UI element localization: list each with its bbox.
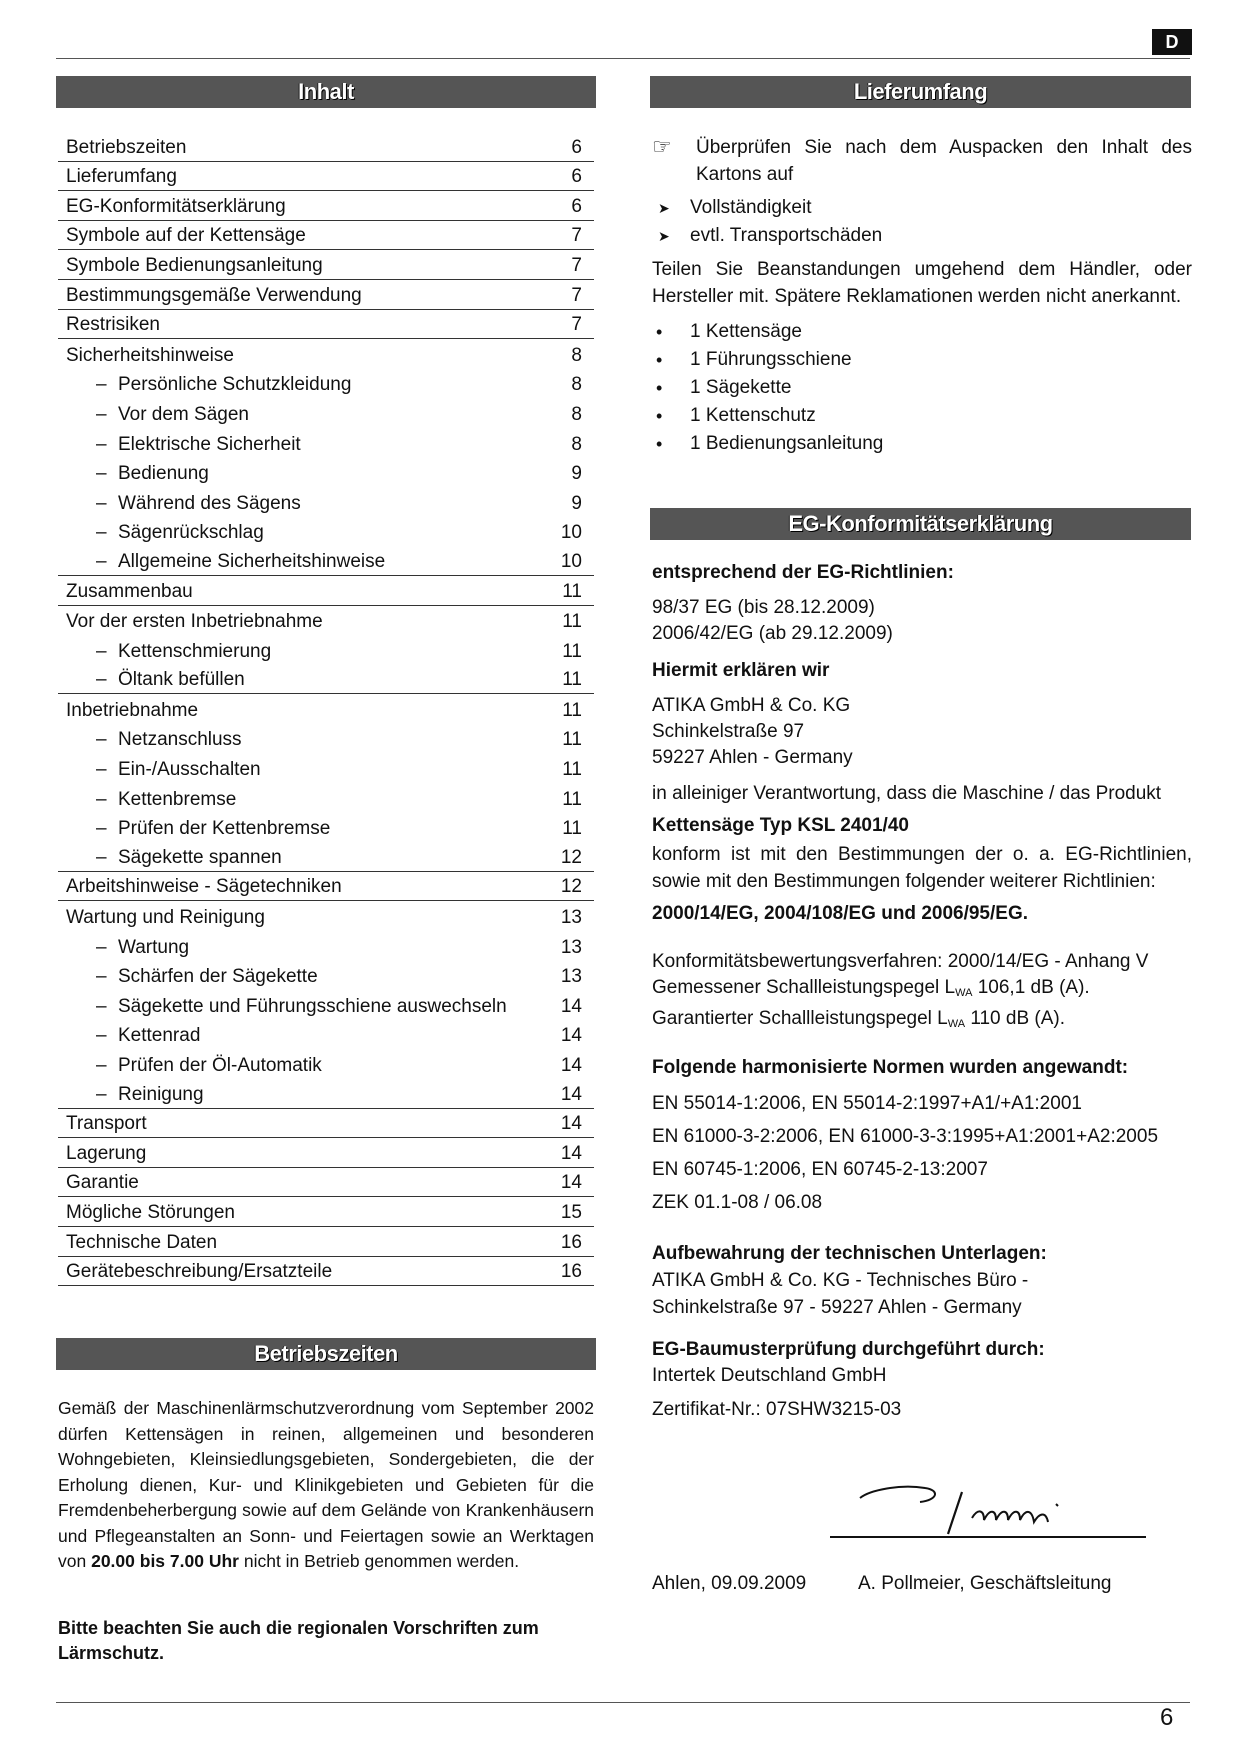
toc-entry-label: Technische Daten	[66, 1231, 218, 1253]
delivery-item: • 1 Führungsschiene	[656, 349, 852, 370]
company-city: 59227 Ahlen - Germany	[652, 747, 853, 768]
toc-entry-page: 9	[571, 492, 582, 514]
toc-entry-page: 11	[562, 699, 582, 721]
toc-entry-page: 7	[571, 254, 582, 276]
header-rule	[56, 58, 1190, 59]
toc-entry-page: 7	[571, 225, 582, 247]
toc-entry-label: Kettenschmierung	[118, 640, 272, 662]
toc-entry-label: Kettenrad	[118, 1025, 201, 1047]
toc-entry: – Prüfen der Kettenbremse 11	[96, 818, 582, 840]
toc-entry	[58, 310, 594, 340]
table-of-contents	[58, 132, 594, 1286]
toc-entry-label: Ein-/Ausschalten	[118, 759, 261, 781]
toc-entry-label: Allgemeine Sicherheitshinweise	[118, 550, 386, 572]
toc-entry-label: Wartung	[118, 936, 190, 958]
footer-rule	[56, 1702, 1190, 1703]
betriebszeiten-hours: 20.00 bis 7.00 Uhr	[91, 1551, 239, 1571]
arrow-icon: ➤	[658, 200, 670, 216]
toc-entry-label: Elektrische Sicherheit	[118, 433, 301, 455]
toc-entry-page: 13	[560, 907, 582, 929]
toc-entry-page: 15	[560, 1201, 582, 1223]
toc-entry: – Ein-/Ausschalten 11	[96, 759, 582, 781]
toc-entry	[58, 606, 594, 636]
toc-entry-label: Sägekette und Führungsschiene auswechseln	[118, 995, 507, 1017]
toc-entry-page: 14	[560, 995, 582, 1017]
toc-entry	[58, 1197, 594, 1227]
toc-entry-page: 14	[560, 1172, 582, 1194]
declare-heading: Hiermit erklären wir	[652, 660, 830, 681]
toc-entry-page: 16	[560, 1231, 582, 1253]
place-date: Ahlen, 09.09.2009	[652, 1573, 807, 1594]
toc-entry	[58, 191, 594, 221]
toc-entry	[58, 1138, 594, 1168]
toc-entry	[58, 901, 594, 931]
toc-entry-page: 12	[560, 876, 582, 898]
toc-entry-page: 11	[562, 640, 582, 662]
conformity-text: konform ist mit den Bestimmungen der o. a. EG-Richtlinien, sowie mit den Bestimmungen folgender weiterer Richtlinien:	[652, 844, 1192, 892]
toc-entry	[58, 872, 594, 902]
product-name: Kettensäge Typ KSL 2401/40	[652, 815, 909, 836]
toc-entry	[58, 1109, 594, 1139]
toc-entry-label: Transport	[66, 1113, 147, 1135]
toc-entry: – Allgemeine Sicherheitshinweise 10	[58, 546, 594, 576]
toc-entry	[58, 221, 594, 251]
toc-entry-page: 6	[571, 195, 582, 217]
signatory-name: A. Pollmeier, Geschäftsleitung	[858, 1573, 1112, 1594]
toc-entry-label: Restrisiken	[66, 314, 160, 336]
toc-entry-label: Zusammenbau	[66, 580, 193, 602]
toc-entry-page: 9	[571, 463, 582, 485]
toc-entry	[58, 339, 594, 369]
toc-entry-label: Wartung und Reinigung	[66, 907, 265, 929]
toc-entry: – Elektrische Sicherheit 8	[96, 433, 582, 455]
toc-entry-page: 11	[562, 759, 582, 781]
toc-entry-label: Bestimmungsgemäße Verwendung	[66, 284, 362, 306]
docs-line: ATIKA GmbH & Co. KG - Technisches Büro -	[652, 1270, 1029, 1291]
toc-entry-page: 14	[560, 1113, 582, 1135]
exam-body: Intertek Deutschland GmbH	[652, 1365, 887, 1386]
unpack-hint: ☞ Überprüfen Sie nach dem Auspacken den Inhalt des Kartons auf	[652, 134, 1192, 188]
toc-entry: – Sägekette spannen 12	[58, 842, 594, 872]
toc-entry-page: 11	[562, 788, 582, 810]
signature-line	[830, 1536, 1146, 1538]
toc-entry-label: Inbetriebnahme	[66, 699, 199, 721]
toc-entry-label: Reinigung	[118, 1083, 204, 1105]
procedure-text: Konformitätsbewertungsverfahren: 2000/14/EG - Anhang V	[652, 951, 1149, 972]
company-name: ATIKA GmbH & Co. KG	[652, 695, 851, 716]
toc-entry	[58, 1168, 594, 1198]
toc-entry-label: Sägenrückschlag	[118, 522, 264, 544]
toc-entry: – Wartung 13	[96, 936, 582, 958]
toc-entry-page: 8	[571, 403, 582, 425]
toc-entry	[58, 1227, 594, 1257]
toc-entry-page: 7	[571, 314, 582, 336]
section-heading-inhalt: Inhalt	[56, 76, 596, 108]
certificate-number: Zertifikat-Nr.: 07SHW3215-03	[652, 1399, 902, 1420]
docs-heading: Aufbewahrung der technischen Unterlagen:	[652, 1243, 1047, 1264]
directives-heading: entsprechend der EG-Richtlinien:	[652, 562, 954, 583]
toc-entry	[58, 162, 594, 192]
toc-entry-page: 16	[560, 1261, 582, 1283]
toc-entry: – Netzanschluss 11	[96, 729, 582, 751]
measured-level: Gemessener Schallleistungspegel $L_{WA}$ 106,1 dB (A).	[652, 977, 1090, 999]
toc-entry-label: EG-Konformitätserklärung	[66, 195, 286, 217]
norm-line: EN 55014-1:2006, EN 55014-2:1997+A1/+A1:2001	[652, 1093, 1082, 1114]
toc-entry-label: Symbole Bedienungsanleitung	[66, 254, 323, 276]
toc-entry-label: Bedienung	[118, 463, 209, 485]
toc-entry-page: 11	[562, 669, 582, 691]
toc-entry-page: 10	[560, 550, 582, 572]
toc-entry: – Prüfen der Öl-Automatik 14	[96, 1055, 582, 1076]
toc-entry: – Während des Sägens 9	[96, 492, 582, 514]
delivery-item: • 1 Sägekette	[656, 377, 792, 398]
toc-entry: – Sägenrückschlag 10	[96, 522, 582, 544]
delivery-item: • 1 Bedienungsanleitung	[656, 433, 884, 454]
toc-entry-page: 11	[562, 729, 582, 751]
toc-entry-label: Schärfen der Sägekette	[118, 966, 318, 988]
pointing-hand-icon: ☞	[652, 134, 672, 159]
further-directives: 2000/14/EG, 2004/108/EG und 2006/95/EG.	[652, 903, 1029, 924]
toc-entry-label: Öltank befüllen	[118, 669, 245, 691]
betriebszeiten-paragraph: Gemäß der Maschinenlärmschutzverordnung vom September 2002 dürfen Kettensägen in reinen, allgemeinen und besonderen Wohngebieten, Kleinsiedlungsgebieten, Sondergebieten, die der Erholung dienen, Kur- und Klinikgebieten und Gebieten für die Fremdenbeherbergung sowie auf dem Gelände von Krankenhäusern und Pflegeanstalten an Sonn- und Feiertagen sowie an Werktagen von 20.00 bis 7.00 Uhr nicht in Betrieb genommen werden.	[58, 1398, 594, 1571]
betriebszeiten-note: Bitte beachten Sie auch die regionalen Vorschriften zum Lärmschutz.	[58, 1618, 539, 1663]
toc-entry-label: Arbeitshinweise - Sägetechniken	[66, 876, 342, 898]
toc-entry-label: Prüfen der Kettenbremse	[118, 818, 331, 840]
toc-entry-label: Sicherheitshinweise	[66, 344, 234, 366]
toc-entry-label: Gerätebeschreibung/Ersatzteile	[66, 1261, 333, 1283]
toc-entry-page: 14	[560, 1142, 582, 1164]
section-heading-betriebszeiten: Betriebszeiten	[56, 1338, 596, 1370]
toc-entry-label: Netzanschluss	[118, 729, 242, 751]
toc-entry-label: Garantie	[66, 1172, 139, 1194]
toc-entry-page: 11	[562, 611, 582, 633]
toc-entry: – Persönliche Schutzkleidung 8	[96, 374, 582, 396]
check-item: ➤ evtl. Transportschäden	[652, 222, 1192, 250]
language-badge: D	[1152, 29, 1192, 55]
toc-entry: – Kettenbremse 11	[96, 788, 582, 810]
toc-entry: – Sägekette und Führungsschiene auswechseln 14	[96, 995, 582, 1017]
toc-entry	[58, 1257, 594, 1287]
toc-entry: – Kettenschmierung 11	[96, 640, 582, 662]
toc-entry-page: 11	[562, 818, 582, 840]
toc-entry-label: Prüfen der Öl-Automatik	[118, 1055, 322, 1076]
toc-entry-page: 6	[571, 136, 582, 158]
guaranteed-level: Garantierter Schallleistungspegel $L_{WA}$ 110 dB (A).	[652, 1008, 1066, 1030]
norm-line: EN 61000-3-2:2006, EN 61000-3-3:1995+A1:2001+A2:2005	[652, 1126, 1159, 1147]
toc-entry-label: Persönliche Schutzkleidung	[118, 374, 352, 396]
toc-entry-label: Während des Sägens	[118, 492, 301, 514]
lieferumfang-section	[652, 134, 1192, 458]
toc-entry-label: Kettenbremse	[118, 788, 237, 810]
section-heading-konformitaet: EG-Konformitätserklärung	[650, 508, 1191, 540]
toc-entry-page: 14	[560, 1083, 582, 1105]
toc-entry	[58, 576, 594, 606]
arrow-icon: ➤	[658, 228, 670, 244]
toc-entry	[58, 694, 594, 724]
norm-line: EN 60745-1:2006, EN 60745-2-13:2007	[652, 1159, 988, 1180]
toc-entry-label: Vor der ersten Inbetriebnahme	[66, 611, 323, 633]
delivery-item: • 1 Kettensäge	[656, 321, 802, 342]
exam-heading: EG-Baumusterprüfung durchgeführt durch:	[652, 1339, 1045, 1360]
toc-entry-page: 14	[560, 1055, 582, 1076]
toc-entry-page: 11	[562, 580, 582, 602]
norm-line: ZEK 01.1-08 / 06.08	[652, 1192, 823, 1213]
toc-entry	[58, 132, 594, 162]
responsibility-text: in alleiniger Verantwortung, dass die Maschine / das Produkt	[652, 783, 1162, 804]
declaration-section	[652, 561, 1192, 1423]
toc-entry-page: 8	[571, 374, 582, 396]
toc-entry-page: 8	[571, 344, 582, 366]
delivery-item: • 1 Kettenschutz	[656, 405, 816, 426]
toc-entry-page: 12	[560, 846, 582, 868]
toc-entry	[58, 280, 594, 310]
toc-entry: – Vor dem Sägen 8	[96, 403, 582, 425]
directive-line: 2006/42/EG (ab 29.12.2009)	[652, 623, 893, 644]
toc-entry-label: Betriebszeiten	[66, 136, 187, 158]
toc-entry-page: 8	[571, 433, 582, 455]
toc-entry: – Reinigung 14	[58, 1079, 594, 1109]
toc-entry-page: 13	[560, 936, 582, 958]
toc-entry: – Schärfen der Sägekette 13	[96, 966, 582, 988]
toc-entry-label: Vor dem Sägen	[118, 403, 249, 425]
signature-image	[850, 1470, 1150, 1540]
toc-entry-label: Symbole auf der Kettensäge	[66, 225, 306, 247]
toc-entry: – Kettenrad 14	[96, 1025, 582, 1047]
toc-entry-label: Lieferumfang	[66, 166, 177, 188]
docs-line: Schinkelstraße 97 - 59227 Ahlen - Germany	[652, 1297, 1022, 1318]
toc-entry: – Öltank befüllen 11	[58, 665, 594, 695]
company-street: Schinkelstraße 97	[652, 721, 805, 742]
toc-entry-label: Lagerung	[66, 1142, 147, 1164]
toc-entry-page: 14	[560, 1025, 582, 1047]
toc-entry-label: Mögliche Störungen	[66, 1201, 235, 1223]
toc-entry-page: 7	[571, 284, 582, 306]
directive-line: 98/37 EG (bis 28.12.2009)	[652, 597, 875, 618]
toc-entry	[58, 250, 594, 280]
section-heading-lieferumfang: Lieferumfang	[650, 76, 1191, 108]
toc-entry-page: 13	[560, 966, 582, 988]
toc-entry-page: 6	[571, 166, 582, 188]
toc-entry: – Bedienung 9	[96, 463, 582, 485]
page-number: 6	[1160, 1704, 1174, 1731]
check-item: ➤ Vollständigkeit	[652, 194, 1192, 222]
complaint-text: Teilen Sie Beanstandungen umgehend dem Händler, oder Hersteller mit. Spätere Reklamationen werden nicht anerkannt.	[652, 259, 1192, 307]
norms-heading: Folgende harmonisierte Normen wurden angewandt:	[652, 1057, 1129, 1078]
toc-entry-page: 10	[560, 522, 582, 544]
toc-entry-label: Sägekette spannen	[118, 846, 282, 868]
